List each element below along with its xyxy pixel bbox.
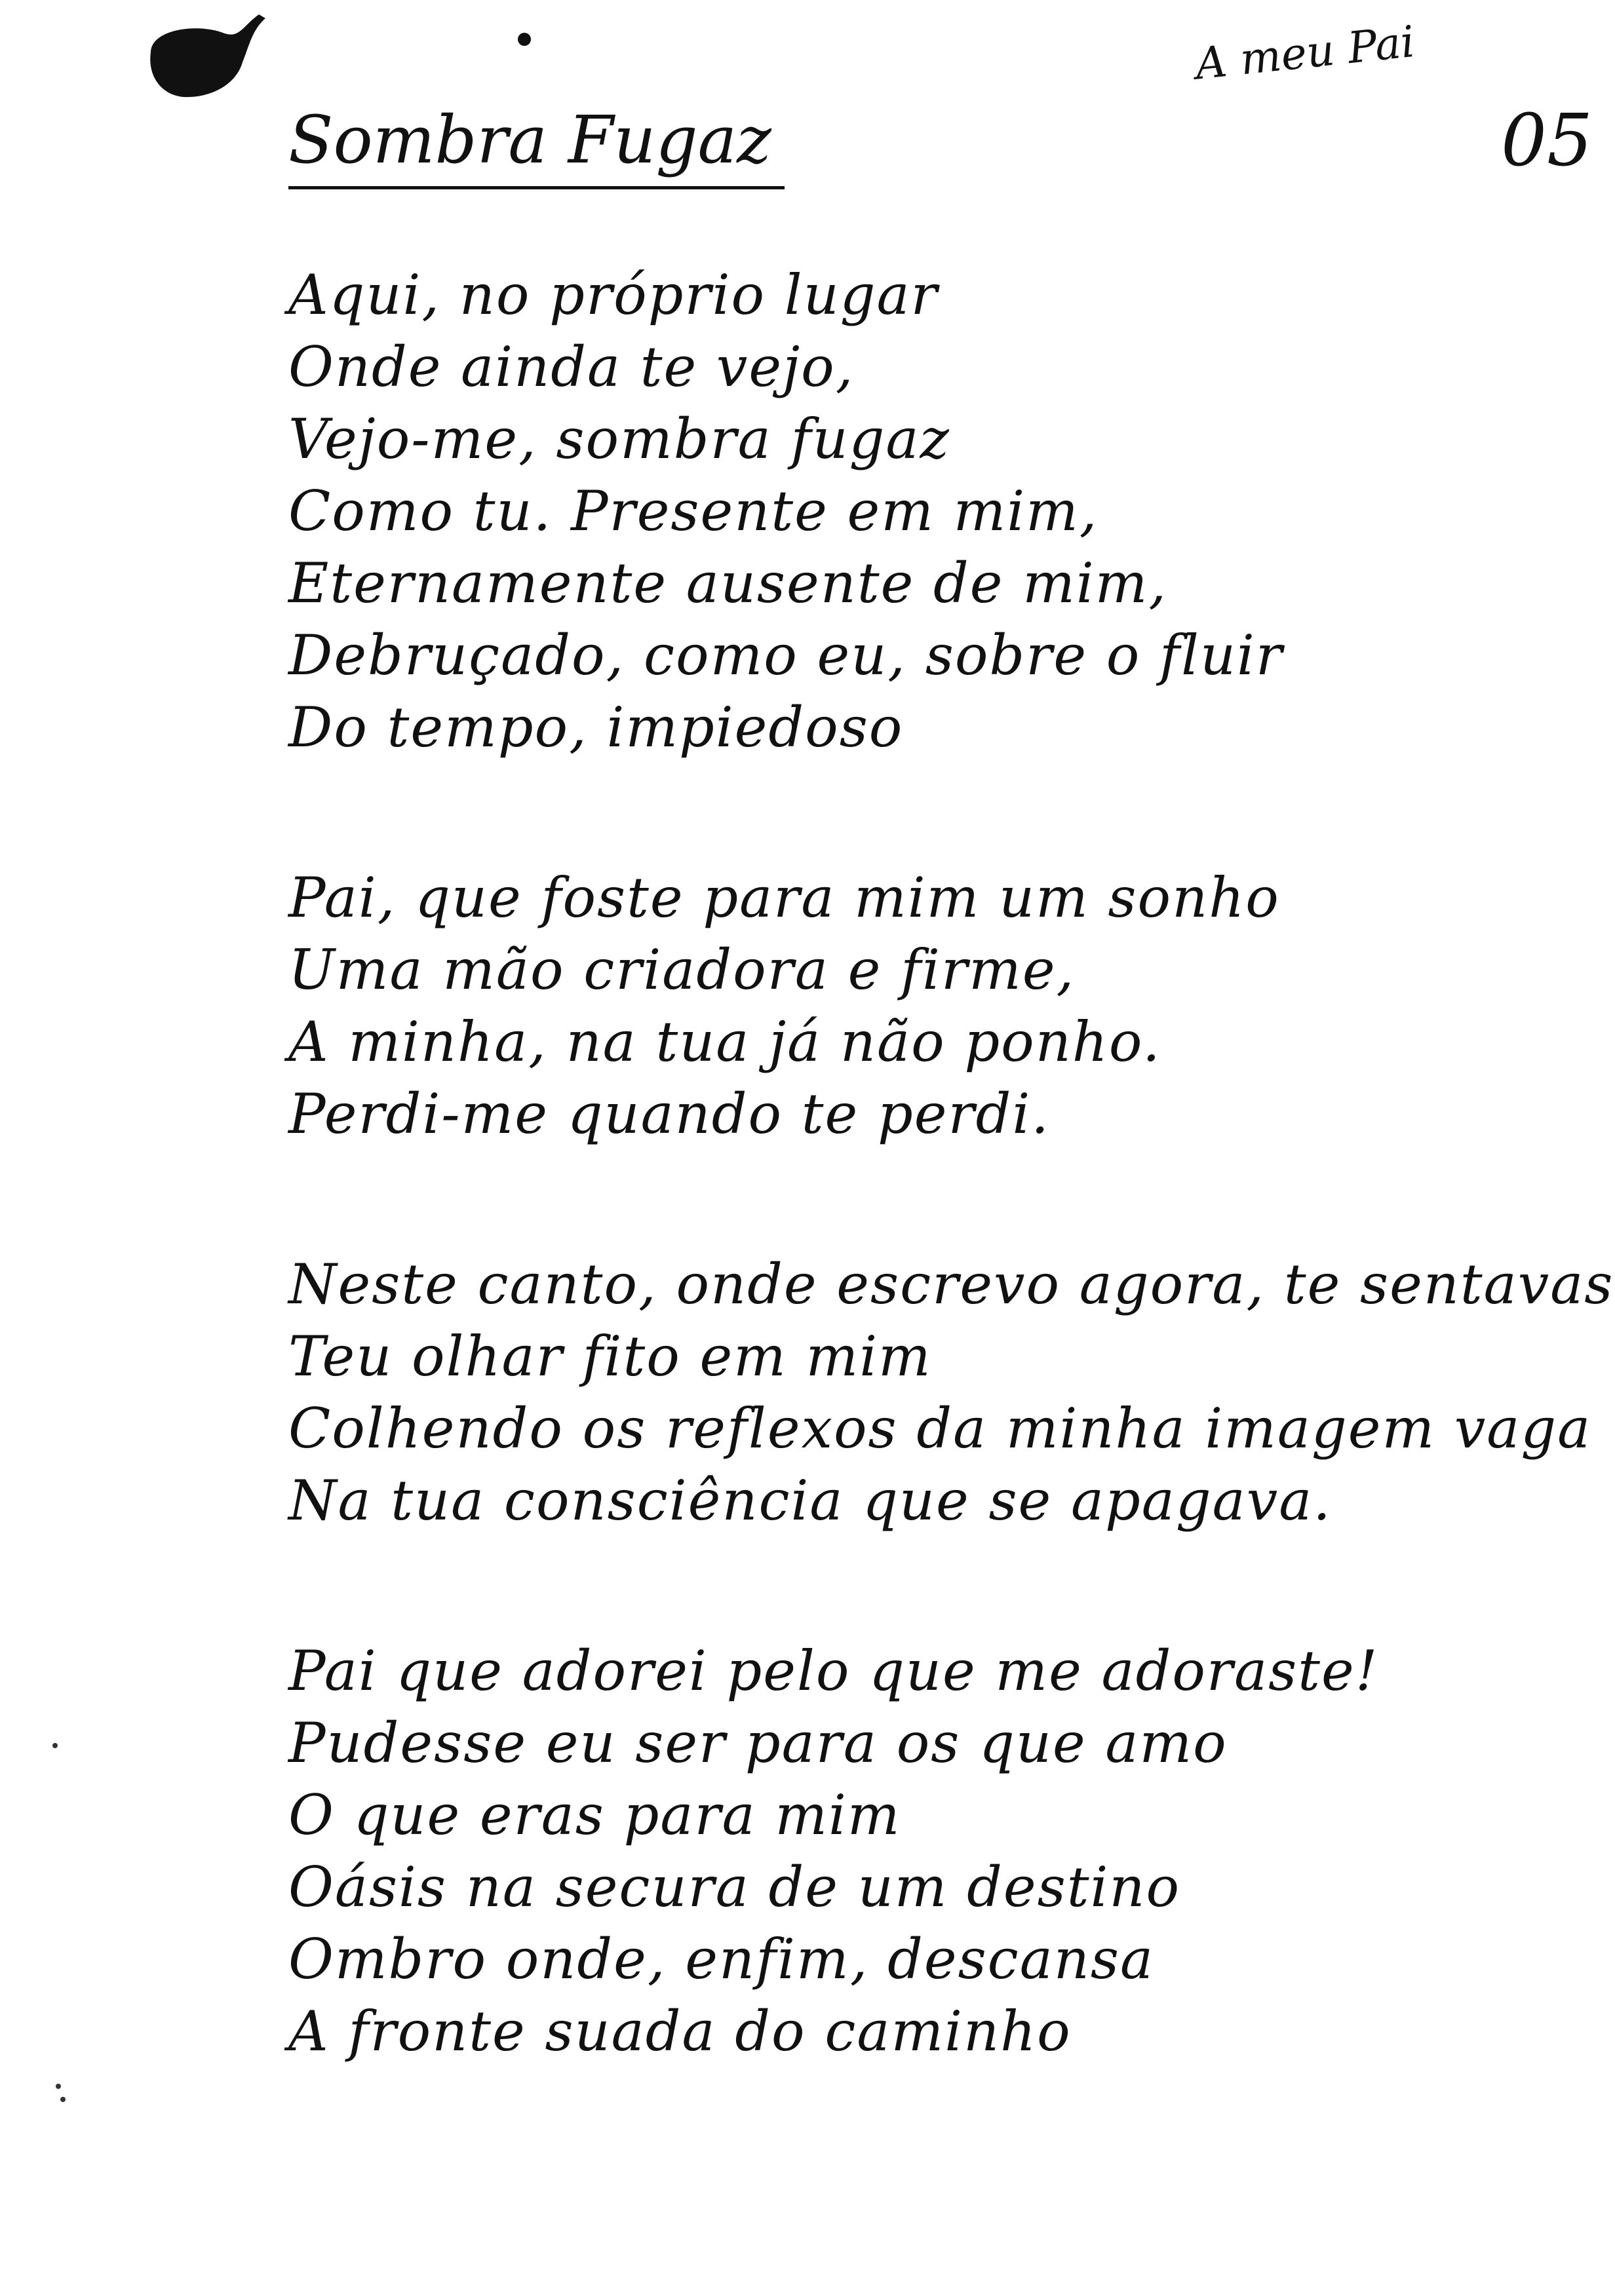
- ink-blot: [138, 7, 275, 105]
- poem-line: Do tempo, impiedoso: [288, 695, 904, 759]
- poem-line: Na tua consciência que se apagava.: [288, 1468, 1332, 1533]
- stanza: [288, 1248, 1614, 1537]
- poem-line: Eternamente ausente de mim,: [288, 551, 1168, 615]
- poem-line: Neste canto, onde escrevo agora, te sentavas: [288, 1252, 1614, 1316]
- poem-line: Uma mão criadora e firme,: [288, 938, 1076, 1002]
- stanza: [288, 259, 1534, 763]
- poem-line: A minha, na tua já não ponho.: [288, 1010, 1161, 1074]
- stanza: [288, 862, 1534, 1150]
- poem-title: Sombra Fugaz: [288, 102, 785, 189]
- dedication: A meu Pai: [1193, 16, 1417, 90]
- page-number: 05: [1501, 98, 1593, 182]
- poem-line: Onde ainda te vejo,: [288, 335, 855, 399]
- margin-mark: [60, 2097, 66, 2102]
- poem-line: Debruçado, como eu, sobre o fluir: [288, 623, 1284, 687]
- poem-line: Aqui, no próprio lugar: [288, 263, 939, 327]
- poem-line: Ombro onde, enfim, descansa: [288, 1927, 1155, 1991]
- stanza: [288, 1635, 1534, 2067]
- margin-mark: [56, 2084, 61, 2089]
- poem-line: Como tu. Presente em mim,: [288, 479, 1099, 543]
- poem-body: [288, 259, 1614, 2166]
- poem-line: Perdi-me quando te perdi.: [288, 1082, 1050, 1146]
- poem-line: Vejo-me, sombra fugaz: [288, 407, 950, 471]
- poem-line: Colhendo os reflexos da minha imagem vaga: [288, 1396, 1592, 1461]
- poem-line: Pai que adorei pelo que me adoraste!: [288, 1639, 1379, 1703]
- poem-line: O que eras para mim: [288, 1783, 901, 1847]
- margin-mark: [52, 1743, 58, 1748]
- ink-dot: [518, 33, 531, 46]
- poem-line: A fronte suada do caminho: [288, 1999, 1072, 2063]
- poem-line: Oásis na secura de um destino: [288, 1855, 1181, 1919]
- poem-line: Pai, que foste para mim um sonho: [288, 866, 1280, 930]
- poem-line: Pudesse eu ser para os que amo: [288, 1711, 1228, 1775]
- poem-line: Teu olhar fito em mim: [288, 1324, 932, 1388]
